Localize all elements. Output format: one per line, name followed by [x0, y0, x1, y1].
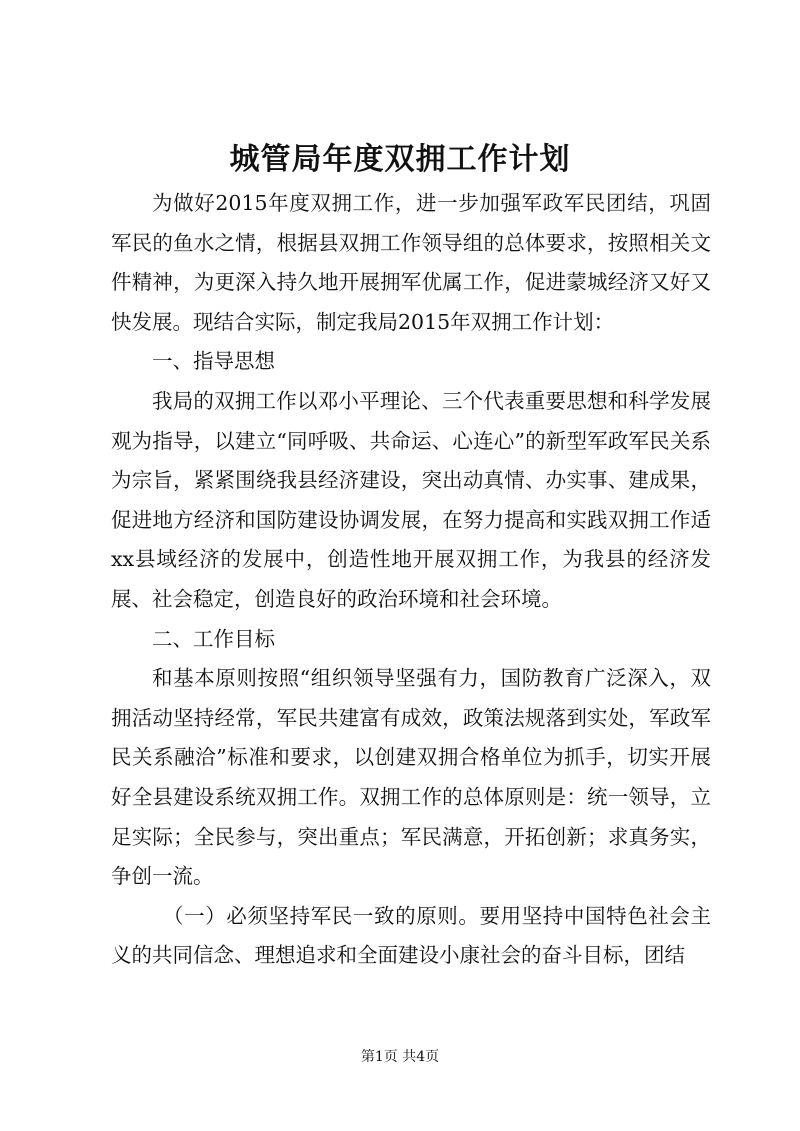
- section-heading-guiding-ideology: 一、指导思想: [152, 349, 275, 374]
- work-goals-paragraph: 和基本原则按照“组织领导坚强有力，国防教育广泛深入，双拥活动坚持经常，军民共建富有成效，政策法规落到实处，军政军民关系融洽”标准和要求，以创建双拥合格单位为抓手，切实开展好全县建设系统双拥工作。双拥工作的总体原则是：统一领导，立足实际；全民参与，突出重点；军民满意，开拓创新；求真务实，争创一流。: [111, 666, 711, 889]
- section-heading-work-goals: 二、工作目标: [152, 626, 275, 651]
- document-title: 城管局年度双拥工作计划: [229, 142, 571, 177]
- principle-one-paragraph: （一）必须坚持军民一致的原则。要用坚持中国特色社会主义的共同信念、理想追求和全面建设小康社会的奋斗目标，团结: [111, 903, 711, 968]
- page-number-footer: 第1页 共4页: [360, 1049, 440, 1065]
- intro-paragraph: 为做好2015年度双拥工作，进一步加强军政军民团结，巩固军民的鱼水之情，根据县双拥工作领导组的总体要求，按照相关文件精神，为更深入持久地开展拥军优属工作，促进蒙城经济又好又快发展。现结合实际，制定我局2015年双拥工作计划：: [111, 191, 711, 334]
- guiding-ideology-paragraph: 我局的双拥工作以邓小平理论、三个代表重要思想和科学发展观为指导，以建立“同呼吸、共命运、心连心”的新型军政军民关系为宗旨，紧紧围绕我县经济建设，突出动真情、办实事、建成果，促进地方经济和国防建设协调发展，在努力提高和实践双拥工作适xx县域经济的发展中，创造性地开展双拥工作，为我县的经济发展、社会稳定，创造良好的政治环境和社会环境。: [111, 388, 711, 611]
- document-body: [111, 184, 711, 976]
